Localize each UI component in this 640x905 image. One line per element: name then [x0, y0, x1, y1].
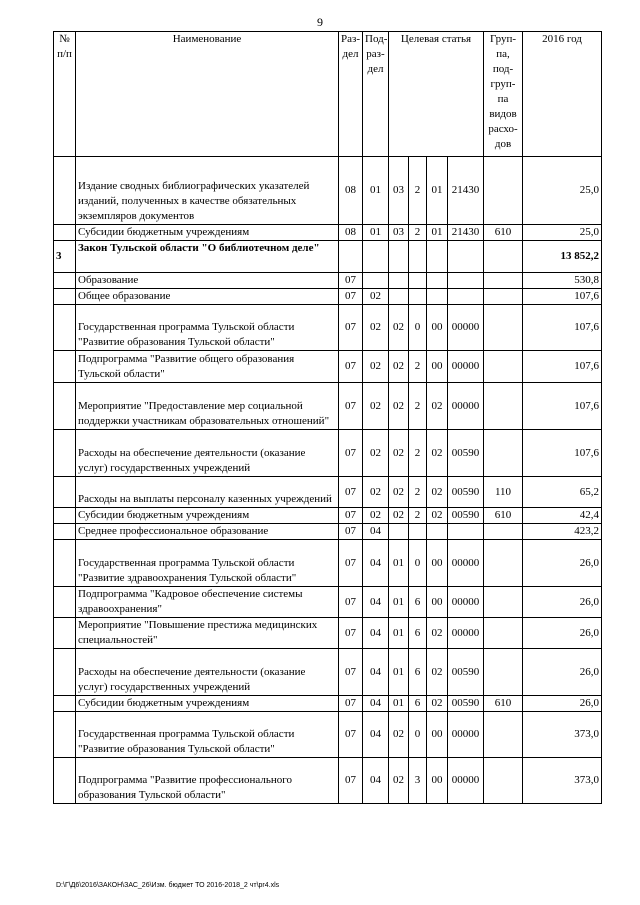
cell-podrazdel: 02 — [363, 289, 389, 305]
cell-name: Расходы на обеспечение деятельности (оказание услуг) государственных учреждений — [76, 430, 339, 477]
table-row — [54, 758, 602, 804]
cell-target-event: 02 — [427, 649, 448, 696]
cell-target-program: 02 — [389, 430, 409, 477]
cell-name: Субсидии бюджетным учреждениям — [76, 696, 339, 712]
header-razdel: Раз-дел — [339, 32, 363, 157]
cell-name: Мероприятие "Предоставление мер социальной поддержки участникам образовательных отношений" — [76, 383, 339, 430]
cell-target-event: 02 — [427, 696, 448, 712]
cell-num — [54, 430, 76, 477]
cell-target-program: 02 — [389, 383, 409, 430]
cell-podrazdel: 04 — [363, 540, 389, 587]
table-row — [54, 712, 602, 758]
cell-target-event: 02 — [427, 383, 448, 430]
cell-target-program — [389, 289, 409, 305]
cell-target-event: 02 — [427, 618, 448, 649]
cell-razdel: 08 — [339, 157, 363, 225]
cell-target-program: 03 — [389, 157, 409, 225]
cell-razdel: 07 — [339, 712, 363, 758]
cell-target-subprogram: 6 — [409, 649, 427, 696]
cell-target-subprogram: 0 — [409, 305, 427, 351]
cell-target-direction: 00590 — [448, 477, 484, 508]
cell-target-direction: 00000 — [448, 305, 484, 351]
page-number: 9 — [317, 15, 323, 29]
cell-name: Образование — [76, 273, 339, 289]
table-row — [54, 305, 602, 351]
table-row — [54, 587, 602, 618]
cell-expense-type — [484, 587, 523, 618]
table-row — [54, 618, 602, 649]
cell-target-event — [427, 273, 448, 289]
cell-target-event: 00 — [427, 758, 448, 804]
cell-target-subprogram: 0 — [409, 712, 427, 758]
table-row — [54, 508, 602, 524]
cell-podrazdel: 04 — [363, 712, 389, 758]
cell-podrazdel: 04 — [363, 587, 389, 618]
table-row — [54, 696, 602, 712]
cell-expense-type — [484, 618, 523, 649]
cell-amount: 373,0 — [523, 712, 602, 758]
cell-amount: 65,2 — [523, 477, 602, 508]
header-name: Наименование — [76, 32, 339, 157]
cell-razdel: 07 — [339, 540, 363, 587]
cell-amount: 26,0 — [523, 587, 602, 618]
cell-target-direction: 00000 — [448, 383, 484, 430]
cell-target-direction — [448, 273, 484, 289]
cell-name: Субсидии бюджетным учреждениям — [76, 508, 339, 524]
cell-expense-type — [484, 289, 523, 305]
cell-target-direction — [448, 241, 484, 273]
cell-amount: 373,0 — [523, 758, 602, 804]
cell-amount: 26,0 — [523, 618, 602, 649]
cell-podrazdel: 01 — [363, 225, 389, 241]
file-path-footer: D:\Г\Д6\2016\ЗАКОН\ЗАС_26\Изм. бюджет ТО 2016-2018_2 чт\pr4.xls — [56, 882, 280, 889]
cell-target-direction: 00000 — [448, 618, 484, 649]
cell-target-direction — [448, 524, 484, 540]
cell-target-program — [389, 273, 409, 289]
cell-num — [54, 157, 76, 225]
cell-target-subprogram: 6 — [409, 587, 427, 618]
table-row — [54, 351, 602, 383]
cell-target-event — [427, 241, 448, 273]
cell-expense-type — [484, 712, 523, 758]
cell-name: Подпрограмма "Развитие профессионального образования Тульской области" — [76, 758, 339, 804]
cell-target-program: 02 — [389, 305, 409, 351]
cell-expense-type: 110 — [484, 477, 523, 508]
cell-target-event: 00 — [427, 712, 448, 758]
cell-amount: 25,0 — [523, 225, 602, 241]
cell-target-subprogram: 2 — [409, 157, 427, 225]
cell-amount: 25,0 — [523, 157, 602, 225]
cell-target-event: 00 — [427, 540, 448, 587]
cell-target-event: 00 — [427, 351, 448, 383]
cell-num — [54, 758, 76, 804]
cell-num — [54, 712, 76, 758]
table-row — [54, 524, 602, 540]
cell-target-program: 02 — [389, 758, 409, 804]
cell-num — [54, 305, 76, 351]
cell-target-event: 01 — [427, 225, 448, 241]
cell-target-direction: 00590 — [448, 430, 484, 477]
table-row — [54, 225, 602, 241]
cell-target-subprogram: 2 — [409, 430, 427, 477]
table-row — [54, 540, 602, 587]
cell-name: Государственная программа Тульской области "Развитие образования Тульской области" — [76, 305, 339, 351]
budget-table — [53, 31, 602, 804]
cell-target-direction: 00590 — [448, 508, 484, 524]
cell-razdel: 08 — [339, 225, 363, 241]
cell-target-program: 03 — [389, 225, 409, 241]
cell-expense-type — [484, 273, 523, 289]
cell-target-event — [427, 524, 448, 540]
cell-name: Мероприятие "Повышение престижа медицинских специальностей" — [76, 618, 339, 649]
table-body — [54, 157, 602, 804]
cell-razdel: 07 — [339, 477, 363, 508]
cell-razdel: 07 — [339, 758, 363, 804]
cell-amount: 107,6 — [523, 305, 602, 351]
table-row — [54, 289, 602, 305]
cell-amount: 530,8 — [523, 273, 602, 289]
cell-name: Среднее профессиональное образование — [76, 524, 339, 540]
cell-razdel: 07 — [339, 587, 363, 618]
cell-num — [54, 618, 76, 649]
cell-num — [54, 351, 76, 383]
cell-target-direction: 00590 — [448, 649, 484, 696]
cell-target-direction: 00000 — [448, 712, 484, 758]
cell-podrazdel: 02 — [363, 508, 389, 524]
cell-target-subprogram: 2 — [409, 351, 427, 383]
cell-podrazdel: 04 — [363, 649, 389, 696]
header-num: № п/п — [54, 32, 76, 157]
cell-target-program: 01 — [389, 540, 409, 587]
cell-amount: 107,6 — [523, 289, 602, 305]
cell-target-program: 02 — [389, 712, 409, 758]
cell-name: Подпрограмма "Кадровое обеспечение системы здравоохранения" — [76, 587, 339, 618]
table-row — [54, 649, 602, 696]
cell-target-direction: 00000 — [448, 540, 484, 587]
table-row — [54, 383, 602, 430]
cell-podrazdel: 04 — [363, 524, 389, 540]
cell-num — [54, 696, 76, 712]
cell-expense-type — [484, 540, 523, 587]
cell-podrazdel — [363, 273, 389, 289]
cell-num: 3 — [54, 241, 76, 273]
cell-num — [54, 524, 76, 540]
cell-podrazdel: 04 — [363, 696, 389, 712]
cell-target-program: 02 — [389, 508, 409, 524]
cell-num — [54, 383, 76, 430]
cell-razdel: 07 — [339, 430, 363, 477]
cell-amount: 107,6 — [523, 351, 602, 383]
cell-target-program — [389, 241, 409, 273]
cell-name: Закон Тульской области "О библиотечном деле" — [76, 241, 339, 273]
cell-name: Издание сводных библиографических указателей изданий, полученных в качестве обязательных экземпляров документов — [76, 157, 339, 225]
cell-expense-type — [484, 758, 523, 804]
cell-num — [54, 587, 76, 618]
cell-target-subprogram: 2 — [409, 383, 427, 430]
cell-expense-type — [484, 383, 523, 430]
cell-name: Расходы на выплаты персоналу казенных учреждений — [76, 477, 339, 508]
cell-num — [54, 289, 76, 305]
cell-target-subprogram: 6 — [409, 696, 427, 712]
cell-expense-type — [484, 524, 523, 540]
cell-name: Субсидии бюджетным учреждениям — [76, 225, 339, 241]
cell-target-program: 01 — [389, 696, 409, 712]
cell-target-event: 02 — [427, 508, 448, 524]
cell-amount: 26,0 — [523, 696, 602, 712]
cell-target-event: 00 — [427, 587, 448, 618]
cell-expense-type — [484, 157, 523, 225]
cell-num — [54, 477, 76, 508]
cell-podrazdel: 04 — [363, 758, 389, 804]
cell-razdel: 07 — [339, 273, 363, 289]
header-target: Целевая статья — [389, 32, 484, 157]
header-group: Груп-па, под-груп-па видов расхо-дов — [484, 32, 523, 157]
cell-target-subprogram — [409, 289, 427, 305]
cell-razdel: 07 — [339, 618, 363, 649]
cell-razdel: 07 — [339, 289, 363, 305]
cell-num — [54, 273, 76, 289]
cell-target-program: 01 — [389, 649, 409, 696]
cell-expense-type — [484, 649, 523, 696]
cell-target-subprogram: 6 — [409, 618, 427, 649]
cell-target-program: 02 — [389, 351, 409, 383]
cell-razdel: 07 — [339, 305, 363, 351]
cell-amount: 42,4 — [523, 508, 602, 524]
cell-razdel: 07 — [339, 508, 363, 524]
cell-target-direction: 00000 — [448, 758, 484, 804]
table-row — [54, 241, 602, 273]
cell-target-program: 02 — [389, 477, 409, 508]
table-row — [54, 157, 602, 225]
cell-target-subprogram: 2 — [409, 508, 427, 524]
cell-podrazdel: 04 — [363, 618, 389, 649]
cell-amount: 423,2 — [523, 524, 602, 540]
cell-name: Общее образование — [76, 289, 339, 305]
cell-target-direction: 21430 — [448, 225, 484, 241]
header-year: 2016 год — [523, 32, 602, 157]
cell-name: Государственная программа Тульской области "Развитие здравоохранения Тульской области" — [76, 540, 339, 587]
cell-target-subprogram: 2 — [409, 477, 427, 508]
cell-expense-type: 610 — [484, 225, 523, 241]
cell-podrazdel — [363, 241, 389, 273]
cell-podrazdel: 01 — [363, 157, 389, 225]
cell-expense-type — [484, 430, 523, 477]
cell-target-subprogram: 0 — [409, 540, 427, 587]
cell-target-event: 01 — [427, 157, 448, 225]
cell-amount: 107,6 — [523, 383, 602, 430]
cell-razdel: 07 — [339, 649, 363, 696]
cell-name: Расходы на обеспечение деятельности (оказание услуг) государственных учреждений — [76, 649, 339, 696]
cell-target-program: 01 — [389, 618, 409, 649]
table-row — [54, 477, 602, 508]
cell-amount: 107,6 — [523, 430, 602, 477]
cell-target-subprogram — [409, 524, 427, 540]
cell-target-event: 02 — [427, 477, 448, 508]
cell-target-subprogram: 2 — [409, 225, 427, 241]
cell-expense-type — [484, 305, 523, 351]
cell-razdel: 07 — [339, 383, 363, 430]
cell-name: Подпрограмма "Развитие общего образования Тульской области" — [76, 351, 339, 383]
cell-amount: 13 852,2 — [523, 241, 602, 273]
cell-podrazdel: 02 — [363, 351, 389, 383]
cell-amount: 26,0 — [523, 649, 602, 696]
cell-target-direction: 00590 — [448, 696, 484, 712]
cell-target-program: 01 — [389, 587, 409, 618]
cell-name: Государственная программа Тульской области "Развитие образования Тульской области" — [76, 712, 339, 758]
cell-podrazdel: 02 — [363, 305, 389, 351]
table-row — [54, 273, 602, 289]
table-header-row — [54, 32, 602, 157]
cell-num — [54, 225, 76, 241]
cell-target-event: 00 — [427, 305, 448, 351]
cell-target-subprogram — [409, 241, 427, 273]
cell-podrazdel: 02 — [363, 383, 389, 430]
table-row — [54, 430, 602, 477]
cell-podrazdel: 02 — [363, 477, 389, 508]
cell-expense-type — [484, 351, 523, 383]
cell-target-direction: 00000 — [448, 587, 484, 618]
cell-target-direction: 21430 — [448, 157, 484, 225]
header-podrazdel: Под-раз-дел — [363, 32, 389, 157]
cell-target-subprogram — [409, 273, 427, 289]
cell-razdel: 07 — [339, 351, 363, 383]
cell-target-event — [427, 289, 448, 305]
cell-razdel: 07 — [339, 696, 363, 712]
cell-num — [54, 649, 76, 696]
cell-target-program — [389, 524, 409, 540]
cell-target-event: 02 — [427, 430, 448, 477]
cell-target-direction: 00000 — [448, 351, 484, 383]
cell-expense-type: 610 — [484, 696, 523, 712]
cell-expense-type: 610 — [484, 508, 523, 524]
cell-num — [54, 540, 76, 587]
cell-target-subprogram: 3 — [409, 758, 427, 804]
cell-expense-type — [484, 241, 523, 273]
cell-razdel — [339, 241, 363, 273]
cell-podrazdel: 02 — [363, 430, 389, 477]
cell-num — [54, 508, 76, 524]
cell-razdel: 07 — [339, 524, 363, 540]
cell-target-direction — [448, 289, 484, 305]
cell-amount: 26,0 — [523, 540, 602, 587]
